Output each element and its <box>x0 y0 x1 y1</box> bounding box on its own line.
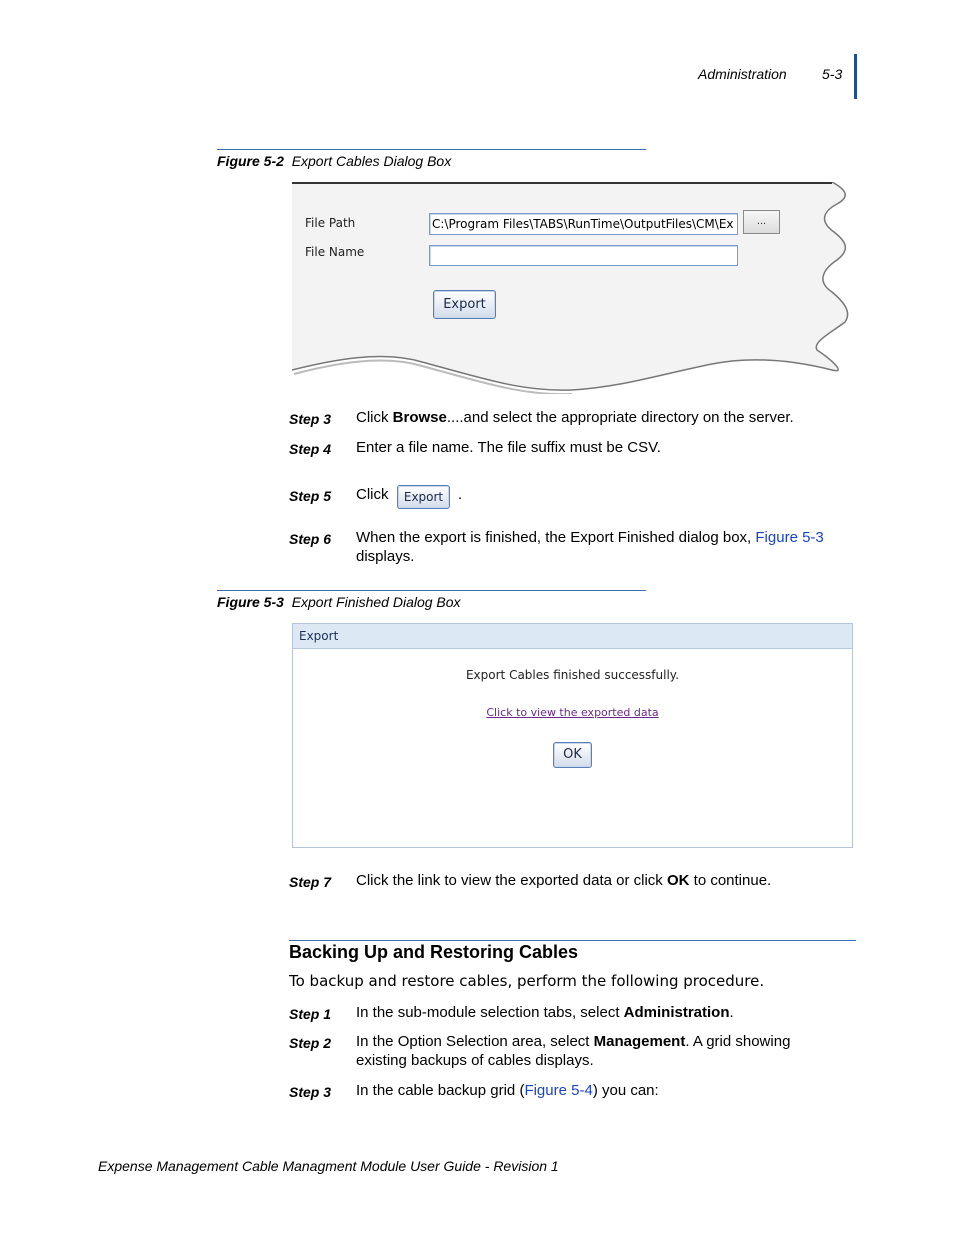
step-label: Step 1 <box>289 1006 332 1022</box>
dialog-title-bar <box>293 624 852 649</box>
step-label: Step 3 <box>289 1084 332 1100</box>
export-cables-dialog <box>292 182 853 394</box>
step-label: Step 7 <box>289 874 332 890</box>
export-finished-dialog <box>292 623 853 848</box>
step-text-part: . A grid showing <box>685 1033 791 1050</box>
step-bold: Administration <box>623 1004 730 1021</box>
success-message: Export Cables finished successfully. <box>465 668 680 682</box>
ok-button[interactable]: OK <box>553 742 592 768</box>
step-text <box>356 408 794 427</box>
step-text-part: to continue. <box>689 872 772 889</box>
step-text-part: When the export is finished, the Export Finished dialog box, <box>356 529 756 546</box>
figure-title: Export Cables Dialog Box <box>291 153 452 169</box>
step-label: Step 5 <box>289 488 332 504</box>
step-text-part: In the cable backup grid ( <box>356 1082 525 1099</box>
step-text-part: In the Option Selection area, select <box>356 1033 594 1050</box>
section-rule <box>289 940 856 941</box>
step-text-part: displays. <box>356 548 415 565</box>
page-footer: Expense Management Cable Managment Module User Guide - Revision 1 <box>98 1158 559 1174</box>
file-name-label: File Name <box>305 245 365 259</box>
dialog-title: Export <box>299 629 339 643</box>
step-label: Step 3 <box>289 411 332 427</box>
file-name-input[interactable] <box>429 245 738 266</box>
step-text <box>356 1032 856 1070</box>
step-text-part: In the sub-module selection tabs, select <box>356 1004 624 1021</box>
step-text-part: ....and select the appropriate directory on the server. <box>446 409 794 426</box>
header-bar <box>854 54 857 99</box>
file-path-value: C:\Program Files\TABS\RunTime\OutputFiles\CM\Ex <box>432 217 734 231</box>
running-header-section: Administration <box>698 66 787 82</box>
figure-label: Figure 5-2 <box>217 153 284 169</box>
export-button[interactable]: Export <box>433 290 496 319</box>
page-number: 5-3 <box>822 66 843 82</box>
step-text: . <box>458 486 463 503</box>
section-heading: Backing Up and Restoring Cables <box>289 942 579 962</box>
figure-title: Export Finished Dialog Box <box>291 594 461 610</box>
step-text <box>356 1081 659 1100</box>
figure-caption <box>217 153 451 169</box>
step-bold: Management <box>593 1033 686 1050</box>
step-text-part: existing backups of cables displays. <box>356 1052 594 1069</box>
step-label: Step 4 <box>289 441 332 457</box>
step-text-part: ) you can: <box>592 1082 659 1099</box>
export-button-inline[interactable]: Export <box>397 485 450 509</box>
step-text <box>356 1003 734 1022</box>
browse-button[interactable]: ... <box>743 210 780 234</box>
figure-link[interactable]: Figure 5-4 <box>524 1082 593 1099</box>
step-text <box>356 528 856 566</box>
step-text <box>356 871 771 890</box>
figure-link[interactable]: Figure 5-3 <box>755 529 824 546</box>
step-text: Click <box>356 486 389 503</box>
view-exported-data-link[interactable]: Click to view the exported data <box>486 706 659 719</box>
step-text-part: Click <box>356 409 393 426</box>
step-bold: OK <box>666 872 690 889</box>
section-intro: To backup and restore cables, perform the following procedure. <box>289 972 765 990</box>
step-bold: Browse <box>392 409 447 426</box>
figure-label: Figure 5-3 <box>217 594 284 610</box>
step-text: Enter a file name. The file suffix must be CSV. <box>356 439 661 456</box>
step-label: Step 2 <box>289 1035 332 1051</box>
figure-rule <box>217 590 646 591</box>
figure-caption <box>217 594 461 610</box>
step-text-part: Click the link to view the exported data or click <box>356 872 667 889</box>
file-path-input[interactable] <box>429 213 738 235</box>
step-text-part: . <box>729 1004 734 1021</box>
figure-rule <box>217 149 646 150</box>
step-label: Step 6 <box>289 531 332 547</box>
file-path-label: File Path <box>305 216 356 230</box>
